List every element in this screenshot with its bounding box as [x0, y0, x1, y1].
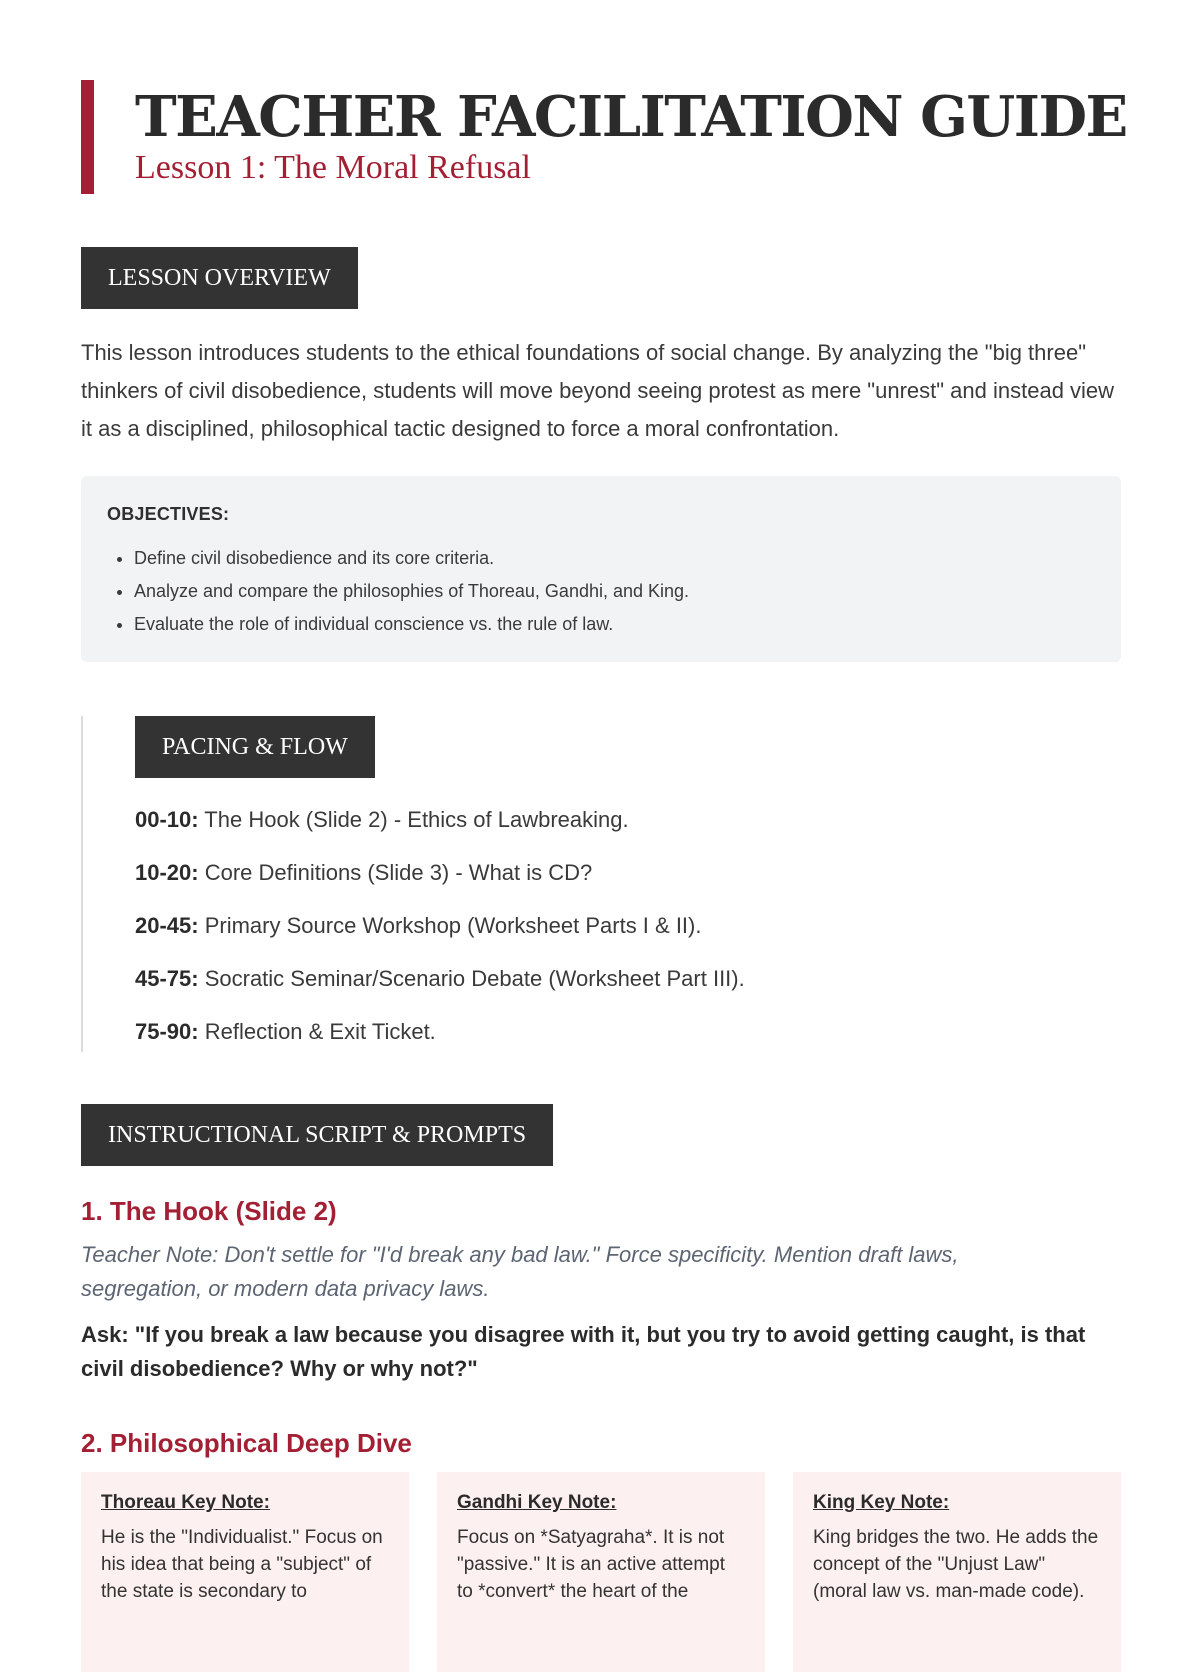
pacing-section-label: PACING & FLOW	[135, 716, 375, 778]
card-body: He is the "Individualist." Focus on his idea that being a "subject" of the state is secondary to	[101, 1527, 383, 1602]
ask-prompt: Ask: "If you break a law because you disagree with it, but you try to avoid getting caught, is that civil disobedience? Why or why not?"	[81, 1322, 1086, 1381]
lesson-subtitle: Lesson 1: The Moral Refusal	[135, 149, 531, 186]
pacing-divider	[81, 716, 83, 1052]
accent-bar	[81, 80, 94, 194]
overview-paragraph: This lesson introduces students to the ethical foundations of social change. By analyzing the "big three" thinkers of civil disobedience, students will move beyond seeing protest as mere "unrest" and instead view it as a disciplined, philosophical tactic designed to force a moral confrontation.	[81, 340, 1115, 441]
overview-section-label: LESSON OVERVIEW	[81, 247, 358, 309]
card-title: Gandhi Key Note:	[457, 1492, 617, 1513]
pacing-activity: The Hook (Slide 2) - Ethics of Lawbreaking.	[198, 807, 629, 832]
pacing-activity: Socratic Seminar/Scenario Debate (Worksheet Part III).	[198, 966, 745, 991]
script-section-label: INSTRUCTIONAL SCRIPT & PROMPTS	[81, 1104, 553, 1166]
card-title: Thoreau Key Note:	[101, 1492, 270, 1513]
card-body: Focus on *Satyagraha*. It is not "passive." It is an active attempt to *convert* the heart of the	[457, 1527, 725, 1602]
pacing-time: 45-75:	[135, 966, 199, 991]
card-body: King bridges the two. He adds the concept of the "Unjust Law" (moral law vs. man-made code).	[813, 1527, 1099, 1602]
thoreau-card	[81, 1472, 409, 1672]
card-title: King Key Note:	[813, 1492, 950, 1513]
pacing-time: 00-10:	[135, 807, 199, 832]
pacing-item	[135, 957, 1095, 1010]
page-header	[81, 80, 1127, 194]
pacing-item	[135, 851, 1095, 904]
objectives-list	[107, 542, 689, 641]
pacing-list	[135, 798, 1095, 1063]
objective-item: • Evaluate the role of individual conscience vs. the rule of law.	[134, 608, 689, 641]
pacing-activity: Core Definitions (Slide 3) - What is CD?	[198, 860, 593, 885]
pacing-activity: Reflection & Exit Ticket.	[198, 1019, 436, 1044]
objective-item: • Analyze and compare the philosophies of Thoreau, Gandhi, and King.	[134, 575, 689, 608]
pacing-time: 75-90:	[135, 1019, 199, 1044]
pacing-time: 10-20:	[135, 860, 199, 885]
objective-item: • Define civil disobedience and its core criteria.	[134, 542, 689, 575]
deep-dive-heading: 2. Philosophical Deep Dive	[81, 1428, 412, 1458]
page-title: TEACHER FACILITATION GUIDE	[135, 84, 1127, 150]
objectives-box	[81, 476, 1121, 662]
gandhi-card	[437, 1472, 765, 1672]
pacing-time: 20-45:	[135, 913, 199, 938]
king-card	[793, 1472, 1121, 1672]
teacher-note: Teacher Note: Don't settle for "I'd break any bad law." Force specificity. Mention draft laws, segregation, or modern data privacy laws.	[81, 1242, 959, 1301]
pacing-item	[135, 1010, 1095, 1063]
pacing-item	[135, 798, 1095, 851]
key-notes-row	[81, 1472, 1121, 1672]
hook-heading: 1. The Hook (Slide 2)	[81, 1196, 337, 1226]
objectives-title: OBJECTIVES:	[107, 504, 230, 524]
pacing-activity: Primary Source Workshop (Worksheet Parts I & II).	[198, 913, 702, 938]
pacing-item	[135, 904, 1095, 957]
